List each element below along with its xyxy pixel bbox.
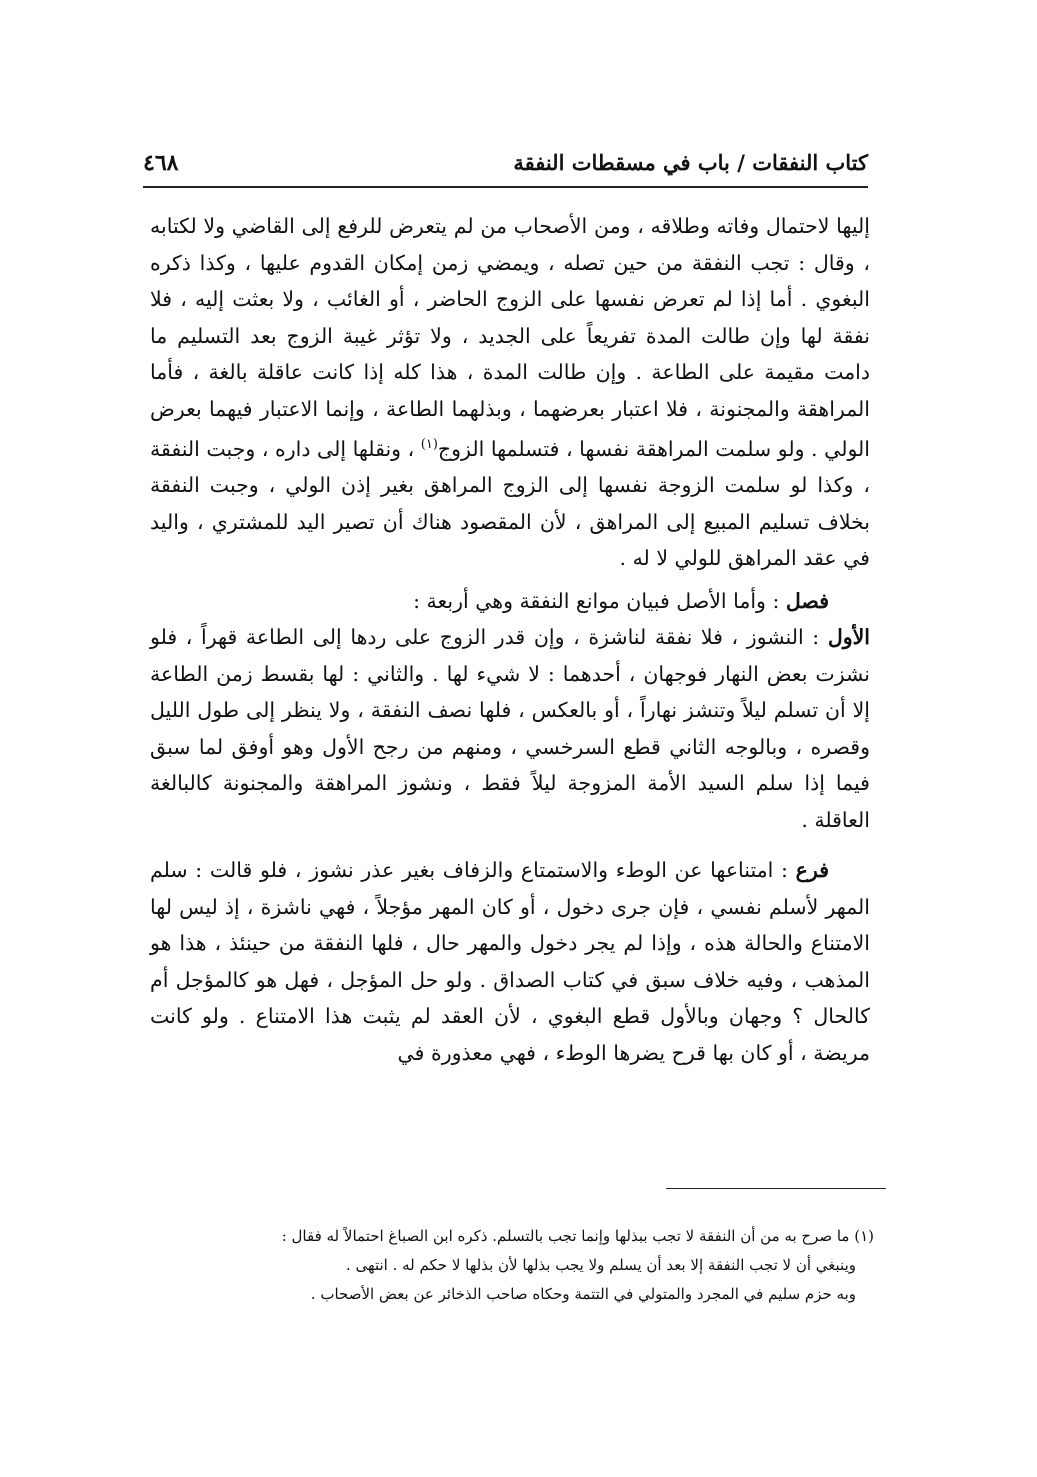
footnotes — [170, 1222, 874, 1309]
paragraph-fasl — [150, 583, 870, 620]
footnote-line-2: وينبغي أن لا تجب النفقة إلا بعد أن يسلم ولا يجب بذلها لأن بذلها لا حكم له . انتهى . — [346, 1256, 856, 1274]
paragraph-1-continuation: ، ونقلها إلى داره ، وجبت النفقة ، وكذا لو سلمت الزوجة نفسها إلى الزوج المراهق بغير إذن الولي ، وجبت النفقة بخلاف تسليم المبيع إلى المراهق ، لأن المقصود هناك أن تصير اليد للمشتري ، واليد في عقد المراهق للولي لا له . — [150, 436, 870, 571]
awwal-label: الأول — [827, 625, 870, 650]
footnote-line-1: (١) ما صرح به من أن النفقة لا تجب ببذلها وإنما تجب بالتسلم. ذكره ابن الصباغ احتمالاً له فقال : — [281, 1227, 874, 1245]
fasl-text: : وأما الأصل فبيان موانع النفقة وهي أربعة : — [413, 588, 786, 613]
page-number: ٤٦٨ — [143, 150, 179, 176]
footnote-divider — [666, 1188, 886, 1189]
fasl-label: فصل — [785, 588, 829, 613]
header-divider — [143, 186, 868, 188]
running-header — [143, 150, 868, 184]
paragraph-1 — [150, 208, 870, 577]
far-label: فرع — [795, 858, 829, 883]
awwal-text: : النشوز ، فلا نفقة لناشزة ، وإن قدر الزوج على ردها إلى الطاعة قهراً ، فلو نشزت بعض النهار فوجهان ، أحدهما : لا شيء لها . والثاني : لها بقسط زمن الطاعة إلا أن تسلم ليلاً وتنشز نهاراً ، أو بالعكس ، فلها نصف النفقة ، ولا ينظر إلى طول الليل وقصره ، وبالوجه الثاني قطع السرخسي ، ومنهم من رجح الأول وهو أوفق لما سبق فيما إذا سلم السيد الأمة المزوجة ليلاً فقط ، ونشوز المراهقة والمجنونة كالبالغة العاقلة . — [150, 625, 870, 832]
paragraph-1-text: إليها لاحتمال وفاته وطلاقه ، ومن الأصحاب من لم يتعرض للرفع إلى القاضي ولا لكتابه ، وقال : تجب النفقة من حين تصله ، ويمضي زمن إمكان القدوم عليها ، وكذا ذكره البغوي . أما إذا لم تعرض نفسها على الزوج الحاضر ، أو الغائب ، ولا بعثت إليه ، فلا نفقة لها وإن طالت المدة تفريعاً على الجديد ، ولا تؤثر غيبة الزوج بعد التسليم ما دامت مقيمة على الطاعة . وإن طالت المدة ، هذا كله إذا كانت عاقلة بالغة ، فأما المراهقة والمجنونة ، فلا اعتبار بعرضهما ، وبذلهما الطاعة ، وإنما الاعتبار فيهما بعرض الولي . ولو سلمت المراهقة نفسها ، فتسلمها الزوج — [150, 214, 870, 461]
chapter-title: كتاب النفقات / باب في مسقطات النفقة — [513, 150, 868, 175]
footnote-reference: (١) — [420, 437, 438, 452]
paragraph-awwal — [150, 619, 870, 838]
main-text — [150, 208, 870, 1071]
footnote-line-3: وبه حزم سليم في المجرد والمتولي في التتمة وحكاه صاحب الذخائر عن بعض الأصحاب . — [310, 1285, 856, 1303]
paragraph-far — [150, 852, 870, 1071]
far-text: : امتناعها عن الوطء والاستمتاع والزفاف بغير عذر نشوز ، فلو قالت : سلم المهر لأسلم نفسي ، فإن جرى دخول ، أو كان المهر مؤجلاً ، فهي ناشزة ، إذ ليس لها الامتناع والحالة هذه ، وإذا لم يجر دخول والمهر حال ، فلها النفقة من حينئذ ، هذا هو المذهب ، وفيه خلاف سبق في كتاب الصداق . ولو حل المؤجل ، فهل هو كالمؤجل أم كالحال ؟ وجهان وبالأول قطع البغوي ، لأن العقد لم يثبت هذا الامتناع . ولو كانت مريضة ، أو كان بها قرح يضرها الوطء ، فهي معذورة في — [150, 858, 870, 1065]
